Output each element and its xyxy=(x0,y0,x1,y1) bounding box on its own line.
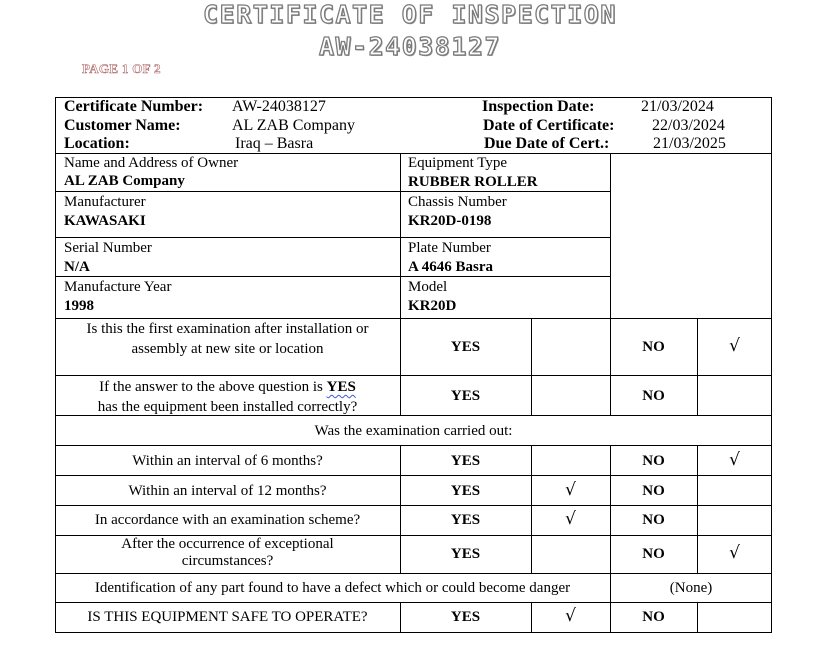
customer-label: Customer Name: xyxy=(64,117,181,134)
owner-value: AL ZAB Company xyxy=(64,173,185,189)
year-label: Manufacture Year xyxy=(64,279,172,295)
due-date-value: 21/03/2025 xyxy=(653,135,726,152)
plate-label: Plate Number xyxy=(408,240,491,256)
twelve-months-yes: YES xyxy=(450,483,481,499)
cert-date-value: 22/03/2024 xyxy=(652,117,725,134)
location-value: Iraq – Basra xyxy=(235,135,314,152)
serial-label: Serial Number xyxy=(64,240,152,256)
carried-out-heading: Was the examination carried out: xyxy=(314,423,513,439)
installed-question: If the answer to the above question is YES has the equipment been installed correctly? xyxy=(97,379,358,415)
exceptional-yes: YES xyxy=(450,546,481,562)
first-exam-no: NO xyxy=(642,339,665,355)
safe-yes-check-icon: √ xyxy=(565,606,576,626)
scheme-no: NO xyxy=(642,512,665,528)
equipment-type-value: RUBBER ROLLER xyxy=(408,174,538,190)
cert-number-label: Certificate Number: xyxy=(64,98,204,115)
exceptional-question: After the occurrence of exceptional circumstances? xyxy=(121,536,334,569)
manufacturer-label: Manufacturer xyxy=(64,194,146,210)
safe-no: NO xyxy=(642,609,665,625)
exceptional-no-check-icon: √ xyxy=(729,543,740,563)
cert-number-value: AW-24038127 xyxy=(232,98,326,115)
installed-yes: YES xyxy=(450,388,481,404)
first-exam-yes: YES xyxy=(450,339,481,355)
manufacturer-value: KAWASAKI xyxy=(64,213,146,229)
cert-date-label: Date of Certificate: xyxy=(483,117,615,134)
customer-value: AL ZAB Company xyxy=(232,117,355,134)
serial-value: N/A xyxy=(64,259,90,275)
owner-label: Name and Address of Owner xyxy=(64,155,239,171)
inspection-date-label: Inspection Date: xyxy=(482,98,595,115)
safe-yes: YES xyxy=(450,609,481,625)
defect-question: Identification of any part found to have a defect which or could become danger xyxy=(94,580,571,596)
chassis-label: Chassis Number xyxy=(408,194,507,210)
inspection-date-value: 21/03/2024 xyxy=(641,98,714,115)
certificate-id-title: AW-24038127 xyxy=(318,32,502,61)
six-months-no-check-icon: √ xyxy=(729,450,740,470)
first-exam-question: Is this the first examination after installation or assembly at new site or location xyxy=(86,321,369,357)
equipment-type-label: Equipment Type xyxy=(408,155,508,171)
six-months-yes: YES xyxy=(450,453,481,469)
scheme-yes: YES xyxy=(450,512,481,528)
page-indicator: PAGE 1 OF 2 xyxy=(82,61,161,76)
six-months-no: NO xyxy=(642,453,665,469)
six-months-question: Within an interval of 6 months? xyxy=(132,453,323,469)
twelve-months-no: NO xyxy=(642,483,665,499)
first-exam-no-check-icon: √ xyxy=(729,336,740,356)
model-value: KR20D xyxy=(408,298,457,314)
certificate-title: CERTIFICATE OF INSPECTION xyxy=(203,0,617,29)
installed-no: NO xyxy=(642,388,665,404)
chassis-value: KR20D-0198 xyxy=(408,213,492,229)
twelve-months-question: Within an interval of 12 months? xyxy=(128,483,327,499)
exceptional-no: NO xyxy=(642,546,665,562)
scheme-yes-check-icon: √ xyxy=(565,509,576,529)
safe-question: IS THIS EQUIPMENT SAFE TO OPERATE? xyxy=(87,609,368,625)
due-date-label: Due Date of Cert.: xyxy=(484,135,610,152)
scheme-question: In accordance with an examination scheme? xyxy=(94,512,361,528)
certificate-document xyxy=(55,97,772,633)
year-value: 1998 xyxy=(64,298,94,314)
model-label: Model xyxy=(408,279,448,295)
location-label: Location: xyxy=(64,135,130,152)
twelve-months-yes-check-icon: √ xyxy=(565,480,576,500)
defect-value: (None) xyxy=(669,580,713,596)
plate-value: A 4646 Basra xyxy=(408,259,494,275)
